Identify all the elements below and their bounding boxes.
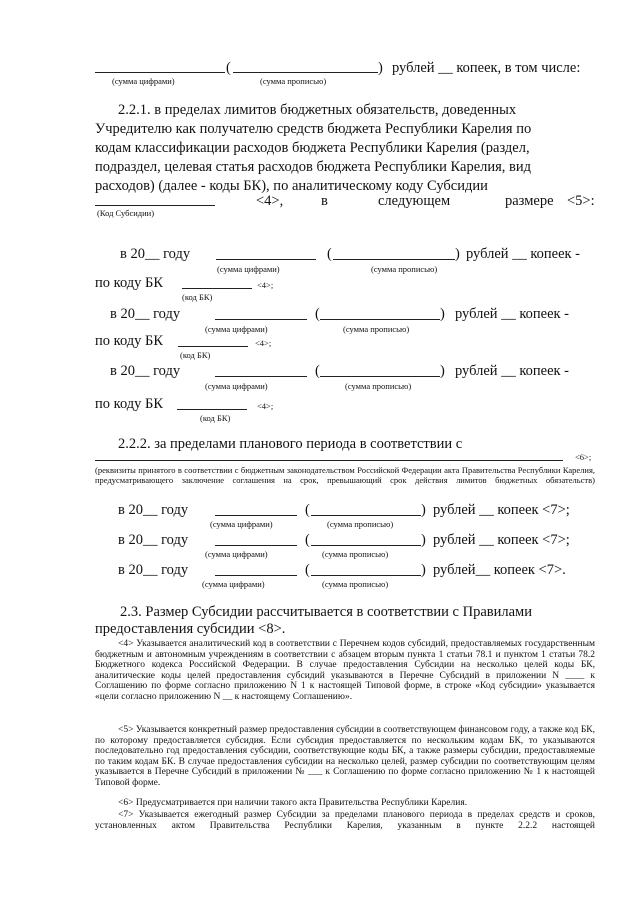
- p221-line1: 2.2.1. в пределах лимитов бюджетных обязательств, доведенных: [118, 102, 517, 118]
- amount-words-label: (сумма прописью): [345, 381, 412, 391]
- amount-words-label: (сумма прописью): [322, 579, 389, 589]
- bk-ref: <4>;: [255, 338, 272, 348]
- amount-digits-label: (сумма цифрами): [205, 381, 268, 391]
- amount-digits-label: (сумма цифрами): [205, 549, 268, 559]
- sum-words-label: (сумма прописью): [260, 76, 327, 86]
- p23-line1: 2.3. Размер Субсидии рассчитывается в соответствии с Правилами: [120, 604, 532, 620]
- p221-l6d: размере: [505, 193, 554, 209]
- p221-line2: Учредителю как получателю средств бюджета Республики Карелия по: [95, 121, 532, 137]
- bk-code-label: (код БК): [200, 413, 231, 423]
- paren-close: ): [421, 532, 426, 548]
- bk-code-line[interactable]: [178, 346, 248, 347]
- bk-label: по коду БК: [95, 396, 164, 412]
- footnote-7: <7> Указывается ежегодный размер Субсидии за пределами планового периода в пределах средств и сроков, установленных актом Правительства Республики Карелия, указанным в пункте 2.2.2 настоящей: [95, 810, 595, 831]
- paren-open: (: [315, 363, 320, 379]
- paren-close: ): [440, 306, 445, 322]
- footnote-6: <6> Предусматривается при наличии такого акта Правительства Республики Карелия.: [118, 798, 468, 808]
- paren-close: ): [455, 246, 460, 262]
- p221-l6b: в: [321, 193, 328, 209]
- sum-digits-line[interactable]: [95, 72, 225, 73]
- row-tail: рублей __ копеек -: [455, 363, 570, 379]
- p23-line2: предоставления субсидии <8>.: [95, 621, 286, 637]
- p221-l6a: <4>,: [256, 193, 284, 209]
- amount-words-line[interactable]: [311, 575, 421, 576]
- subsidy-code-line[interactable]: [95, 205, 215, 206]
- sum-words-line[interactable]: [233, 72, 378, 73]
- paren-close: ): [378, 60, 383, 76]
- year-label: в 20__ году: [110, 363, 181, 379]
- p222-line1: 2.2.2. за пределами планового периода в соответствии с: [118, 436, 463, 452]
- p221-line3: кодам классификации расходов бюджета Республики Карелия (раздел,: [95, 140, 530, 156]
- footnote-5: <5> Указывается конкретный размер предоставления субсидии в соответствующем финансовом году, а также код БК, по которому предоставляется субсидия. Если субсидия предоставляется по нескольким кодам БК, то указываются последовательно год предоставления субсидии, соответствующие коды БК, а также размеры субсидии, предоставляемые по таким кодам БК. В случае предоставления субсидии на несколько целей, размер субсидии по соответствующим целям указывается в Перечне Субсидий в приложении № ___ к Соглашению по форме согласно приложению № 1 к настоящей Типовой форме.: [95, 725, 595, 788]
- year-label: в 20__ году: [120, 246, 191, 262]
- amount-words-line[interactable]: [311, 515, 421, 516]
- amount-digits-line[interactable]: [215, 515, 297, 516]
- top-tail: рублей __ копеек, в том числе:: [392, 60, 581, 76]
- paren-open: (: [305, 502, 310, 518]
- amount-words-label: (сумма прописью): [327, 519, 394, 529]
- bk-ref: <4>;: [257, 280, 274, 290]
- row-tail: рублей __ копеек -: [455, 306, 570, 322]
- amount-digits-line[interactable]: [216, 259, 316, 260]
- row-tail: рублей __ копеек -: [466, 246, 581, 262]
- paren-open: (: [305, 532, 310, 548]
- bk-code-line[interactable]: [177, 409, 247, 410]
- year-label: в 20__ году: [118, 502, 189, 518]
- bk-label: по коду БК: [95, 333, 164, 349]
- p221-l6e: <5>:: [567, 193, 595, 209]
- sum-digits-label: (сумма цифрами): [112, 76, 175, 86]
- amount-digits-label: (сумма цифрами): [210, 519, 273, 529]
- paren-open: (: [226, 60, 231, 76]
- amount-digits-line[interactable]: [215, 376, 307, 377]
- year-label: в 20__ году: [118, 532, 189, 548]
- bk-code-label: (код БК): [182, 292, 213, 302]
- subsidy-code-label: (Код Субсидии): [97, 208, 155, 218]
- amount-words-label: (сумма прописью): [322, 549, 389, 559]
- paren-close: ): [421, 502, 426, 518]
- amount-words-label: (сумма прописью): [343, 324, 410, 334]
- act-details-line[interactable]: [95, 460, 563, 461]
- paren-open: (: [315, 306, 320, 322]
- paren-close: ): [440, 363, 445, 379]
- footnote-4: <4> Указывается аналитический код в соответствии с Перечнем кодов субсидий, предоставляемых государственным бюджетным и автономным учреждениям в соответствии с абзацем вторым пункта 1 статьи 78.1 и пунктом 1 статьи 78.2 Бюджетного кодекса Российской Федерации. В случае предоставления Субсидии на несколько целей коды БК, аналитические коды целей предоставления субсидий указываются в Перечне Субсидий в приложении N ____ к Соглашению по форме согласно приложению N 1 к настоящей Типовой форме, в строке «Код субсидии» указывается «цели согласно приложению N __ к настоящему Соглашению».: [95, 639, 595, 702]
- amount-digits-line[interactable]: [215, 575, 297, 576]
- amount-words-label: (сумма прописью): [371, 264, 438, 274]
- amount-words-line[interactable]: [320, 319, 440, 320]
- amount-digits-line[interactable]: [215, 319, 307, 320]
- amount-digits-label: (сумма цифрами): [202, 579, 265, 589]
- paren-open: (: [305, 562, 310, 578]
- bk-label: по коду БК: [95, 275, 164, 291]
- bk-code-label: (код БК): [180, 350, 211, 360]
- year-label: в 20__ году: [110, 306, 181, 322]
- year-label: в 20__ году: [118, 562, 189, 578]
- act-details-note: (реквизиты принятого в соответствии с бюджетным законодательством Российской Федерации акта Правительства Республики Карелия, предусматривающего заключение соглашения на срок, превышающий срок действия лимитов бюджетных обязательств): [95, 465, 595, 485]
- row-tail: рублей __ копеек <7>;: [433, 532, 570, 548]
- p221-line4: подраздел, целевая статья расходов бюджета Республики Карелия, вид: [95, 159, 532, 175]
- p221-l6c: следующем: [378, 193, 451, 209]
- amount-digits-label: (сумма цифрами): [205, 324, 268, 334]
- paren-close: ): [421, 562, 426, 578]
- amount-words-line[interactable]: [333, 259, 455, 260]
- amount-words-line[interactable]: [311, 545, 421, 546]
- p222-ref: <6>;: [575, 452, 592, 462]
- bk-ref: <4>;: [257, 401, 274, 411]
- amount-digits-label: (сумма цифрами): [217, 264, 280, 274]
- paren-open: (: [327, 246, 332, 262]
- bk-code-line[interactable]: [182, 288, 252, 289]
- row-tail: рублей__ копеек <7>.: [433, 562, 566, 578]
- row-tail: рублей __ копеек <7>;: [433, 502, 570, 518]
- amount-words-line[interactable]: [320, 376, 440, 377]
- p221-line5: расходов) (далее - коды БК), по аналитическому коду Субсидии: [95, 178, 488, 194]
- amount-digits-line[interactable]: [215, 545, 297, 546]
